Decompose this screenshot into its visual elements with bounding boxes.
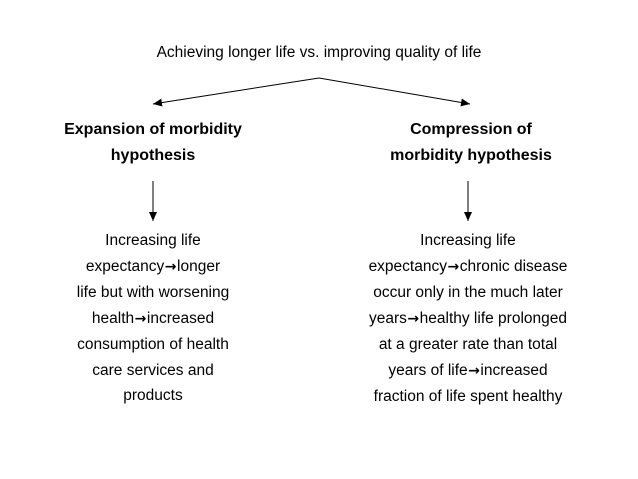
heading-line: hypothesis <box>110 147 196 164</box>
compression-description <box>318 228 618 410</box>
heading-line: Expansion of morbidity <box>64 121 242 138</box>
description-text: expectancy <box>85 257 165 275</box>
description-text: chronic disease <box>459 257 568 275</box>
description-text: health <box>91 309 135 327</box>
right-arrow-icon: → <box>134 310 147 327</box>
description-text: care services and <box>92 361 214 379</box>
description-line <box>318 254 618 281</box>
description-line <box>20 358 286 384</box>
heading-line: Compression of <box>410 121 532 138</box>
description-text: increased <box>480 361 548 379</box>
branch-arrow-right <box>319 78 470 104</box>
description-text: life but with worsening <box>76 284 230 301</box>
description-text: Increasing life <box>420 232 516 249</box>
description-text: products <box>123 387 183 404</box>
description-line <box>20 254 286 281</box>
description-line <box>318 280 618 306</box>
diagram-title: Achieving longer life vs. improving quality of life <box>156 44 482 61</box>
right-arrow-icon: → <box>468 362 480 379</box>
description-text: years <box>369 309 407 327</box>
branch-arrow-left <box>153 78 319 104</box>
right-arrow-icon: → <box>164 258 177 275</box>
description-line <box>20 228 286 254</box>
right-arrow-icon: → <box>447 258 460 275</box>
description-text: increased <box>146 309 215 327</box>
description-line <box>318 358 618 385</box>
description-text: years of life <box>388 361 468 379</box>
description-text: consumption of health <box>77 336 229 353</box>
description-line <box>318 306 618 333</box>
description-line <box>318 332 618 358</box>
description-text: fraction of life spent healthy <box>373 388 563 405</box>
compression-heading <box>338 117 604 169</box>
description-line <box>20 280 286 306</box>
description-line <box>20 383 286 409</box>
description-text: expectancy <box>368 257 447 275</box>
description-text: at a greater rate than total <box>378 336 558 353</box>
description-text: Increasing life <box>105 232 201 249</box>
description-line <box>318 228 618 254</box>
description-text: healthy life prolonged <box>419 309 567 327</box>
expansion-heading <box>20 117 286 169</box>
description-line <box>318 384 618 410</box>
right-arrow-icon: → <box>407 310 420 327</box>
description-text: longer <box>177 257 221 275</box>
description-line <box>20 306 286 333</box>
description-text: occur only in the much later <box>373 284 563 301</box>
description-line <box>20 332 286 358</box>
heading-line: morbidity hypothesis <box>390 147 552 164</box>
expansion-description <box>20 228 286 409</box>
